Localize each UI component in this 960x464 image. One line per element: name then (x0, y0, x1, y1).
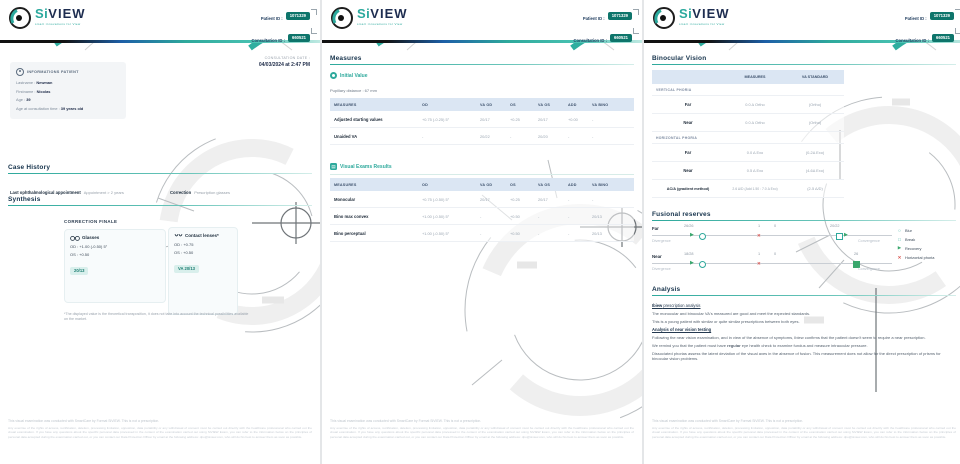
near-label: Near (652, 254, 662, 259)
cell: 20/17 (538, 196, 548, 202)
table-row (330, 111, 634, 128)
cell: +1.00 (-0.50) 5° (422, 230, 450, 236)
cell: 20/22 (480, 133, 490, 139)
analysis-p3: Following the near vision examination, and in view of the absence of symptoms, Ibiew confirms that the patient doesn't seem to require a near prescription. (652, 334, 926, 340)
age-consult-label: Age at consultation time : (16, 105, 60, 111)
cell: 20/17 (480, 196, 490, 202)
col-measures: MEASURES (744, 75, 766, 79)
fusional-legend (896, 228, 960, 264)
table-row (652, 162, 844, 180)
vertical-phoria-label: VERTICAL PHORIA (656, 87, 692, 92)
analysis-p4-bold: regular (727, 342, 741, 348)
analysis-sub2: Analysis of near vision testing (652, 327, 712, 333)
measures-title: Measures (330, 55, 362, 62)
cell: +0.25 (510, 116, 520, 122)
near-mid2-value: 0 (774, 252, 777, 256)
recovery-marker-icon: ▶ (690, 259, 694, 266)
col-va-os: VA OS (538, 102, 551, 107)
col-measures: MEASURES (334, 102, 357, 107)
report-page-synthesis (0, 0, 320, 464)
divergence-caption: Divergence (652, 239, 671, 243)
convergence-caption: Convergence (858, 239, 880, 243)
initial-value-header (330, 72, 368, 79)
cell: 20/17 (480, 116, 490, 122)
header-ids (252, 7, 310, 51)
siview-logo-icon (652, 6, 676, 30)
col-add: ADD (568, 102, 577, 107)
crop-mark (311, 28, 317, 34)
blur-icon: ○ (898, 228, 901, 233)
contact-lens-icon (174, 233, 183, 239)
col-od: OD (422, 182, 428, 187)
logo-tagline: smart innovations for View (357, 22, 403, 26)
contacts-os: OS : +0.50 (174, 249, 194, 255)
analysis-p2: This is a young patient with similar or quite similar prescriptions between both eyes. (652, 318, 800, 324)
last-appointment-value: Appointment > 2 years (83, 190, 124, 195)
page-footer (8, 419, 312, 439)
visual-exams-title: Visual Exams Results (340, 163, 392, 170)
break-icon: □ (898, 236, 901, 242)
cell: (Ortho) (808, 120, 822, 125)
row-label: Near (683, 120, 693, 125)
col-va-od: VA OD (480, 182, 493, 187)
siview-logo-icon (330, 6, 354, 30)
section-row (652, 84, 844, 96)
logo-text-view: VIEW (48, 6, 86, 21)
age-value: 39 (26, 97, 31, 102)
analysis-p4-pre: We remind you that the patient must have (652, 342, 728, 348)
cell: (2-5 Δ/D) (807, 186, 823, 191)
fusional-reserves-title: Fusional reserves (652, 211, 711, 218)
cell: 20/13 (592, 213, 602, 219)
cell: - (592, 116, 594, 122)
convergence-caption: Convergence (858, 267, 880, 271)
col-va-standard: VA STANDARD (801, 75, 829, 79)
siview-logo (8, 6, 86, 30)
table-row (652, 96, 844, 114)
visual-exams-table (330, 178, 634, 242)
analysis-p5: Dissociated phorias assess the latent deviation of the visual axes in the absence of fusion. This measurement does not allow for the direct prescription of prisms for binocular vision problems. (652, 350, 941, 362)
initial-values-table (330, 98, 634, 145)
patient-card-title: INFORMATIONS PATIENT (27, 70, 79, 74)
col-od: OD (422, 102, 428, 107)
cell: - (568, 196, 570, 202)
cell: +0.50 (510, 230, 520, 236)
logo-text-view: VIEW (692, 6, 730, 21)
cell: 2.6 Δ/D (Add 1.50 : 7.0 Δ Exo) (732, 186, 778, 191)
cell: +0.75 (-0.25) 5° (422, 116, 450, 122)
cell: - (568, 213, 570, 219)
table-row (652, 180, 844, 198)
row-label: Adjusted starting values (334, 116, 383, 122)
near-mid1-value: 1 (758, 252, 761, 256)
cell: - (538, 230, 540, 236)
glasses-va-badge: 20/13 (70, 267, 88, 275)
lastname-label: Lastname : (16, 80, 36, 85)
col-measures: MEASURES (334, 182, 357, 187)
logo-tagline: smart innovations for View (679, 22, 725, 26)
siview-logo-icon (8, 6, 32, 30)
section-rule (652, 220, 956, 221)
row-label: Bino max convex (334, 213, 369, 219)
sub-rule (330, 174, 634, 175)
siview-logo (652, 6, 730, 30)
cell: - (592, 133, 594, 139)
consultation-id-badge: 660521 (932, 34, 954, 42)
cell: (Ortho) (808, 102, 822, 107)
recovery-label: Recovery (905, 245, 922, 251)
header-ids (574, 7, 632, 51)
row-label: Unaided VA (334, 133, 358, 139)
table-row (330, 191, 634, 208)
far-mid2-value: 0 (774, 224, 777, 228)
cell: - (510, 133, 512, 139)
analysis-p4-post: eye health check to examine fundus and measure intraocular pressure. (740, 342, 868, 348)
transposition-footnote: *The displayed value is the theoretical transposition, it does not take into account the technical possibilities available on the market. (64, 312, 249, 322)
table-header-row (652, 70, 844, 84)
footer-line1: This visual examination was conducted with SmartCare by Format SiVIEW. This is not a prescription. (652, 419, 804, 423)
horizontal-phoria-label: HORIZONTAL PHORIA (656, 135, 698, 140)
cell: - (592, 196, 594, 202)
firstname-label: Firstname : (16, 88, 36, 94)
fusional-far-row (652, 224, 892, 244)
patient-id-label: Patient ID : (582, 16, 605, 21)
row-label: Bino perceptual (334, 230, 366, 236)
col-os: OS (510, 102, 516, 107)
col-va-bino: VA BINO (592, 102, 609, 107)
table-row (652, 144, 844, 162)
contact-lenses-title: Contact lenses* (185, 233, 219, 238)
glasses-icon (70, 235, 80, 241)
section-rule (330, 64, 634, 65)
cell: - (422, 133, 424, 139)
cell: - (480, 230, 482, 236)
near-slider (652, 252, 892, 272)
consultation-date-label: CONSULTATION DATE : (264, 56, 310, 60)
footer-legal: Any exercise of the rights of access, rectification, deletion, processing limitation, opposition, data portability or any withdrawal of consent must be carried out directly with the healthcare professional who carried out the visual examination. If you have any questions about the specific personal data processed in the context of the examination carried out using SiVIEW Exam, you can refer to the information below on the principles of personal data accepted during the examination carried out, or you can contact our Data Protection Officer by email at the following address: dpo@siview.com, who will do his best to answer them as soon as possible. (8, 426, 312, 439)
consultation-id-label: Consultation ID : (895, 38, 930, 43)
section-rule (8, 205, 312, 206)
patient-id-label: Patient ID : (904, 16, 927, 21)
section-rule (652, 295, 956, 296)
section-rule (8, 173, 312, 174)
visual-exams-icon: ▤ (331, 164, 336, 169)
consultation-date-value: 04/03/2024 at 2:47 PM (258, 62, 310, 68)
near-left-value: 18/28 (684, 252, 694, 256)
last-appointment-label: Last ophthalmological appointment (10, 190, 81, 195)
firstname-value: Nicolas (36, 88, 51, 94)
cell: +0.00 (568, 116, 578, 122)
patient-id-badge: 1071329 (286, 12, 310, 20)
cell: - (538, 213, 540, 219)
far-left-value: 26/26 (684, 224, 694, 228)
table-row (652, 114, 844, 132)
section-row (652, 132, 844, 144)
age-label: Age : (16, 97, 26, 102)
binocular-vision-title: Binocular Vision (652, 55, 707, 62)
glasses-card (64, 229, 166, 303)
col-os: OS (510, 182, 516, 187)
logo-text-si: Si (679, 6, 693, 21)
logo-text-si: Si (35, 6, 49, 21)
crop-mark (633, 9, 639, 15)
page-footer (330, 419, 634, 439)
analysis-text (652, 300, 954, 365)
horizontal-phoria-label: Horizontal phoria (905, 255, 935, 260)
correction-label: Correction (170, 190, 192, 195)
crop-mark (955, 9, 960, 15)
footer-line1: This visual examination was conducted with SmartCare by Format SiVIEW. This is not a prescription. (330, 419, 482, 423)
consultation-id-badge: 660521 (288, 34, 310, 42)
consultation-date-block (259, 56, 310, 68)
analysis-sub1-bold: Ibiew (652, 303, 663, 308)
visual-exams-header (330, 163, 392, 170)
contact-lenses-card (168, 227, 238, 315)
phoria-table (652, 70, 844, 198)
cell: +0.75 (-0.50) 5° (422, 196, 450, 202)
col-add: ADD (568, 182, 577, 187)
contacts-od: OD : +0.75 (174, 242, 194, 247)
cell: - (568, 133, 570, 139)
patient-info-card (10, 62, 126, 119)
age-consult-value: 39 years old (60, 105, 84, 111)
page-footer (652, 419, 956, 439)
slider-track (652, 235, 892, 236)
siview-logo (330, 6, 408, 30)
recovery-marker-icon: ▶ (844, 231, 848, 238)
analysis-title: Analysis (652, 286, 681, 293)
footer-line1: This visual examination was conducted with SmartCare by Format SiVIEW. This is not a prescription. (8, 419, 160, 423)
recovery-icon: ▶ (897, 245, 902, 250)
glasses-title: Glasses (82, 235, 100, 240)
analysis-p1: The monocular and binocular VA's measured are good and meet the expected standards. (652, 310, 811, 316)
blur-marker-icon (699, 261, 706, 268)
far-mid1-value: 1 (758, 224, 761, 228)
lastname-value: Newman (36, 80, 53, 85)
far-label: Far (652, 226, 659, 231)
cell: (4-6Δ Exo) (805, 168, 825, 173)
logo-text-si: Si (357, 6, 371, 21)
logo-tagline: smart innovations for View (35, 22, 81, 26)
cell: +0.50 (510, 213, 520, 219)
crop-mark (633, 28, 639, 34)
cell: 20/13 (592, 230, 602, 236)
pupillary-distance: Pupillary distance : 67 mm (330, 88, 377, 93)
col-va-od: VA OD (480, 102, 493, 107)
patient-icon (16, 68, 24, 76)
patient-id-badge: 1071329 (930, 12, 954, 20)
initial-value-title: Initial Value (340, 72, 368, 79)
analysis-sub1: prescription analysis (662, 303, 701, 308)
patient-id-label: Patient ID : (260, 16, 283, 21)
far-right-value: 20/22 (830, 224, 840, 228)
blur-label: Blur (905, 228, 912, 233)
row-label: Near (683, 168, 693, 173)
synthesis-title: Synthesis (8, 196, 41, 203)
footer-legal: Any exercise of the rights of access, rectification, deletion, processing limitation, opposition, data portability or any withdrawal of consent must be carried out directly with the healthcare professional who carried out the visual examination. If you have any questions about the specific personal data processed in the context of the examination carried out using SiVIEW Exam, you can refer to the information below on the principles of personal data accepted during the examination carried out, or you can contact our Data Protection Officer by email at the following address: dpo@siview.com, who will do his best to answer them as soon as possible. (652, 426, 956, 439)
correction-value: Prescription glasses (194, 190, 230, 195)
cell: +1.00 (-0.50) 5° (422, 213, 450, 219)
contacts-va-badge: VA 20/13 (174, 265, 199, 273)
break-label: Break (905, 236, 916, 242)
table-row (330, 208, 634, 225)
consultation-id-badge: 660521 (610, 34, 632, 42)
row-label: Far (684, 102, 692, 107)
report-page-binocular (642, 0, 960, 464)
table-row (330, 225, 634, 242)
patient-id-badge: 1071329 (608, 12, 632, 20)
table-header-row (330, 98, 634, 111)
table-row (330, 128, 634, 145)
report-page-measures (320, 0, 642, 464)
initial-value-icon (330, 72, 337, 79)
row-label: AC/A (gradient method) (666, 186, 710, 191)
crop-mark (311, 9, 317, 15)
horizontal-phoria-marker-icon: ✕ (757, 260, 761, 266)
horizontal-phoria-marker-icon: ✕ (757, 232, 761, 238)
crop-mark (955, 28, 960, 34)
cell: - (568, 230, 570, 236)
fusional-near-row (652, 252, 892, 272)
table-header-row (330, 178, 634, 191)
glasses-od: OD : +1.00 (-0.50) 5° (70, 244, 108, 249)
break-marker-icon (836, 233, 843, 240)
section-rule (652, 64, 956, 65)
cell: 20/20 (538, 133, 548, 139)
cell: 0.0 Δ Ortho (745, 120, 765, 125)
logo-text-view: VIEW (370, 6, 408, 21)
cell: (0-2Δ Exo) (805, 150, 825, 155)
correction-finale-title: CORRECTION FINALE (64, 219, 118, 224)
recovery-marker-icon: ▶ (690, 231, 694, 238)
row-label: Monocular (334, 196, 356, 202)
consultation-id-label: Consultation ID : (251, 38, 286, 43)
cell: +0.25 (510, 196, 520, 202)
glasses-os: OS : +0.50 (70, 251, 90, 257)
blur-marker-icon (699, 233, 706, 240)
consultation-id-label: Consultation ID : (573, 38, 608, 43)
footer-legal: Any exercise of the rights of access, rectification, deletion, processing limitation, opposition, data portability or any withdrawal of consent must be carried out directly with the healthcare professional who carried out the visual examination. If you have any questions about the specific personal data processed in the context of the examination carried out using SiVIEW Exam, you can refer to the information below on the principles of personal data accepted during the examination carried out, or you can contact our Data Protection Officer by email at the following address: dpo@siview.com, who will do his best to answer them as soon as possible. (330, 426, 634, 439)
divergence-caption: Divergence (652, 267, 671, 271)
cell: 0.5 Δ Exo (746, 168, 764, 173)
cell: 20/17 (538, 116, 548, 122)
header-ids (896, 7, 954, 51)
cell: 0.0 Δ Exo (746, 150, 764, 155)
cell: - (480, 213, 482, 219)
horizontal-phoria-icon: ✕ (897, 254, 902, 260)
row-label: Far (684, 150, 692, 155)
cell: 0.0 Δ Ortho (745, 102, 765, 107)
col-va-bino: VA BINO (592, 182, 609, 187)
case-history-title: Case History (8, 164, 51, 171)
near-right-value: 26 (854, 252, 859, 256)
far-slider (652, 224, 892, 244)
col-va-os: VA OS (538, 182, 551, 187)
